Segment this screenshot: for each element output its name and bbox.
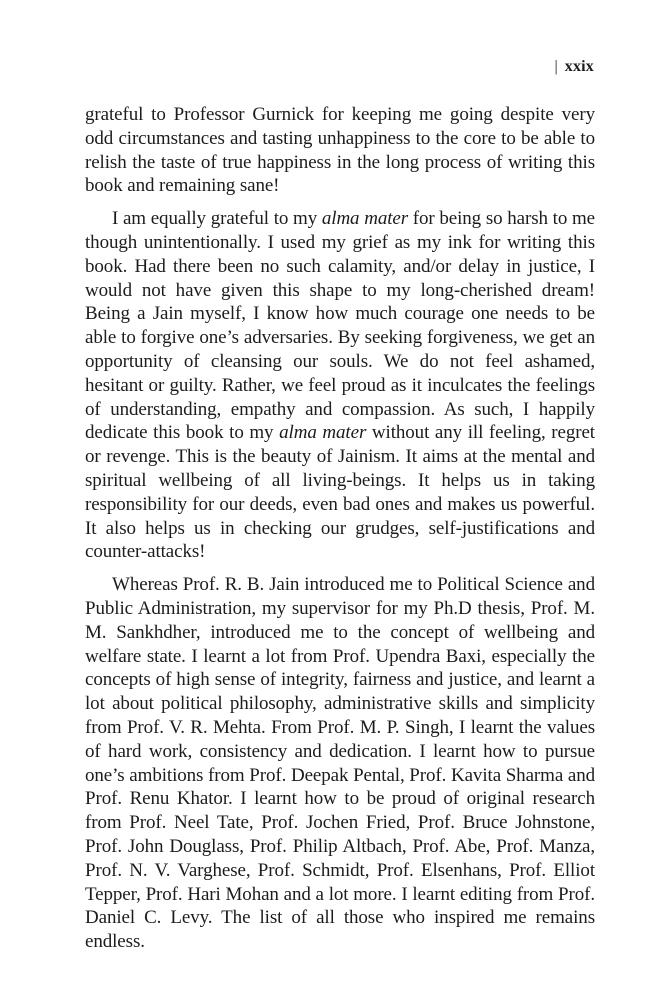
paragraph-professors: Whereas Prof. R. B. Jain introduced me to Political Science and Public Administration, my supervisor for my Ph.D thesis, Prof. M. M. Sankhdher, introduced me to the concept of wellbeing and welfare state. I learnt a lot from Prof. Upendra Baxi, especially the concepts of high sense of integrity, fairness and justice, and learnt a lot about political philosophy, administrative skills and simplicity from Prof. V. R. Mehta. From Prof. M. P. Singh, I learnt the values of hard work, consistency and dedication. I learnt how to pursue one’s ambitions from Prof. Deepak Pental, Prof. Kavita Sharma and Prof. Renu Khator. I learnt how to be proud of original research from Prof. Neel Tate, Prof. Jochen Fried, Prof. Bruce Johnstone, Prof. John Douglass, Prof. Philip Altbach, Prof. Abe, Prof. Manza, Prof. N. V. Varghese, Prof. Schmidt, Prof. Elsenhans, Prof. Elliot Tepper, Prof. Hari Mohan and a lot more. I learnt editing from Prof. Daniel C. Levy. The list of all those who inspired me remains endless. — [85, 574, 595, 953]
running-header — [555, 57, 594, 77]
page-body — [85, 103, 595, 963]
paragraph-continuation: grateful to Professor Gurnick for keeping me going despite very odd circumstances and tasting unhappiness to the core to be able to relish the taste of true happiness in the long process of writing this book and remaining sane! — [85, 104, 595, 197]
paragraph-alma-mater: I am equally grateful to my alma mater for being so harsh to me though unintentionally. I used my grief as my ink for writing this book. Had there been no such calamity, and/or delay in justice, I would not have given this shape to my long-cherished dream! Being a Jain myself, I know how much courage one needs to be able to forgive one’s adversaries. By seeking forgiveness, we get an opportunity of cleansing our souls. We do not feel ashamed, hesitant or guilty. Rather, we feel proud as it inculcates the feelings of understanding, empathy and compassion. As such, I happily dedicate this book to my alma mater without any ill feeling, regret or revenge. This is the beauty of Jainism. It aims at the mental and spiritual wellbeing of all living-beings. It helps us in taking responsibility for our deeds, even bad ones and makes us powerful. It also helps us in checking our grudges, self-justifications and counter-attacks! — [85, 208, 595, 563]
page-number: xxix — [564, 58, 594, 75]
header-separator: | — [554, 58, 558, 75]
